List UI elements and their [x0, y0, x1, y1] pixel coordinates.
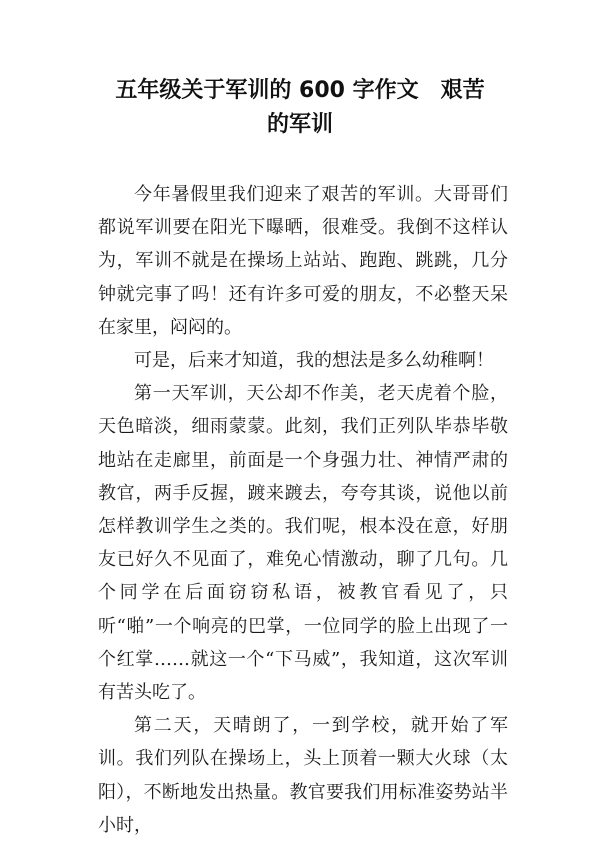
title-line-2: 的军训	[266, 112, 333, 137]
document-body	[98, 178, 508, 842]
paragraph: 今年暑假里我们迎来了艰苦的军训。大哥哥们都说军训要在阳光下曝晒，很难受。我倒不这样认为，军训不就是在操场上站站、跑跑、跳跳，几分钟就完事了吗！还有许多可爱的朋友，不必整天呆在家里，闷闷的。	[98, 184, 508, 338]
title-line-1: 五年级关于军训的 600 字作文 艰苦	[115, 78, 485, 103]
paragraph: 第一天军训，天公却不作美，老天虎着个脸，天色暗淡，细雨蒙蒙。此刻，我们正列队毕恭毕敬地站在走廊里，前面是一个身强力壮、神情严肃的教官，两手反握，踱来踱去，夸夸其谈，说他以前怎样教训学生之类的。我们呢，根本没在意，好朋友已好久不见面了，难免心情激动，聊了几句。几个同学在后面窃窃私语，被教官看见了，只听“啪”一个响亮的巴掌，一位同学的脸上出现了一个红掌……就这一个“下马威”，我知道，这次军训有苦头吃了。	[98, 383, 508, 704]
document-title	[60, 74, 540, 142]
paragraph: 可是，后来才知道，我的想法是多么幼稚啊！	[134, 350, 494, 372]
paragraph: 第二天，天晴朗了，一到学校，就开始了军训。我们列队在操场上，头上顶着一颗大火球（太阳），不断地发出热量。教官要我们用标准姿势站半小时，	[98, 715, 508, 836]
